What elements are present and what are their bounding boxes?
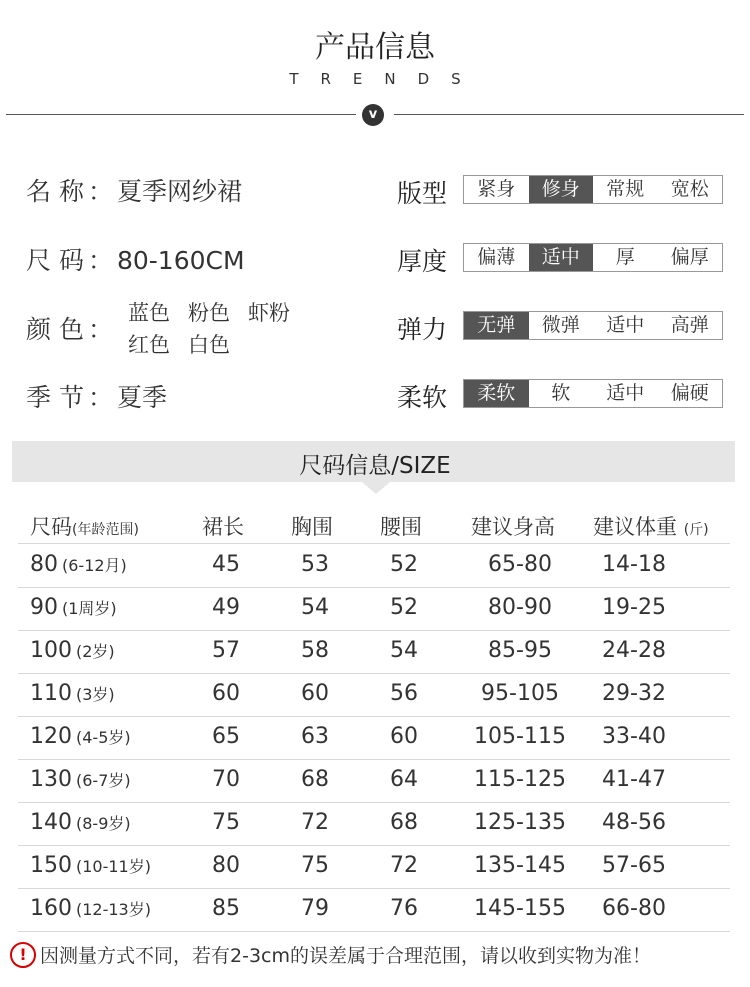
- attr-fit-option: 修身: [529, 176, 594, 203]
- cell-size-value: 130: [30, 767, 72, 792]
- attr-thickness-scale: [463, 243, 723, 272]
- attr-elasticity-label: 弹力: [397, 315, 448, 344]
- cell-chest: 58: [301, 638, 329, 663]
- attr-thickness-option: 偏厚: [670, 246, 709, 268]
- info-color-row: [26, 310, 117, 346]
- cell-age-range: (10-11岁): [76, 857, 151, 876]
- cell-size: [30, 810, 131, 835]
- color-option: 红色: [128, 333, 170, 357]
- cell-height: 85-95: [488, 638, 552, 663]
- cell-length: 57: [212, 638, 240, 663]
- cell-weight: 41-47: [602, 767, 666, 792]
- table-row: [18, 673, 730, 717]
- cell-length: 75: [212, 810, 240, 835]
- size-section-arrow: [362, 482, 390, 494]
- cell-waist: 56: [390, 681, 418, 706]
- page-title: 产品信息: [315, 30, 435, 65]
- cell-height: 105-115: [474, 724, 566, 749]
- cell-chest: 68: [301, 767, 329, 792]
- divider-line-right: [394, 114, 744, 115]
- cell-age-range: (4-5岁): [76, 728, 131, 747]
- cell-weight: 33-40: [602, 724, 666, 749]
- th-weight-unit: (斤): [683, 522, 709, 538]
- cell-age-range: (6-7岁): [76, 771, 131, 790]
- attr-elasticity-option: 微弹: [541, 314, 580, 336]
- cell-height: 80-90: [488, 595, 552, 620]
- attr-fit-scale: [463, 175, 723, 204]
- cell-waist: 54: [390, 638, 418, 663]
- info-season-row: [26, 378, 167, 414]
- cell-weight: 19-25: [602, 595, 666, 620]
- attr-softness-option: 适中: [606, 382, 645, 404]
- cell-chest: 79: [301, 896, 329, 921]
- attr-thickness-label: 厚度: [397, 247, 448, 276]
- cell-size-value: 110: [30, 681, 72, 706]
- attr-softness-label: 柔软: [397, 383, 448, 412]
- cell-height: 135-145: [474, 853, 566, 878]
- th-waist: 腰围: [380, 515, 422, 539]
- cell-weight: 14-18: [602, 552, 666, 577]
- table-row: [18, 587, 730, 631]
- info-season-value: 夏季: [116, 383, 167, 412]
- cell-waist: 60: [390, 724, 418, 749]
- cell-size: [30, 552, 127, 577]
- cell-length: 60: [212, 681, 240, 706]
- attr-fit-label: 版型: [397, 179, 448, 208]
- color-option: 白色: [188, 333, 230, 357]
- color-list-line-1: [128, 297, 308, 327]
- cell-chest: 54: [301, 595, 329, 620]
- table-row: [18, 845, 730, 889]
- info-size-label: 尺 码: [26, 246, 84, 275]
- table-row: [18, 544, 730, 588]
- cell-length: 80: [212, 853, 240, 878]
- table-row: [18, 716, 730, 760]
- attr-fit-option: 宽松: [670, 178, 709, 200]
- cell-weight: 57-65: [602, 853, 666, 878]
- warning-icon: !: [10, 942, 36, 968]
- page-subtitle: TRENDS: [289, 70, 483, 88]
- attr-softness-option: 软: [551, 382, 571, 404]
- cell-height: 115-125: [474, 767, 566, 792]
- th-chest: 胸围: [291, 515, 333, 539]
- table-row: [18, 759, 730, 803]
- cell-length: 49: [212, 595, 240, 620]
- color-option: 粉色: [188, 301, 230, 325]
- cell-chest: 72: [301, 810, 329, 835]
- attr-softness-option: 偏硬: [670, 382, 709, 404]
- color-list-line-2: [128, 329, 248, 359]
- cell-height: 65-80: [488, 552, 552, 577]
- info-color-label: 颜 色: [26, 315, 84, 344]
- cell-weight: 48-56: [602, 810, 666, 835]
- table-row: [18, 888, 730, 932]
- attr-thickness-option: 适中: [529, 244, 594, 271]
- cell-size-value: 140: [30, 810, 72, 835]
- cell-size: [30, 681, 115, 706]
- cell-weight: 24-28: [602, 638, 666, 663]
- note-text: 因测量方式不同，若有2-3cm的误差属于合理范围，请以收到实物为准！: [40, 945, 651, 967]
- color-option: 虾粉: [248, 301, 290, 325]
- measurement-note: [10, 941, 651, 968]
- attr-elasticity-option: 适中: [606, 314, 645, 336]
- cell-chest: 60: [301, 681, 329, 706]
- cell-age-range: (12-13岁): [76, 900, 151, 919]
- cell-size-value: 160: [30, 896, 72, 921]
- attr-fit-option: 紧身: [477, 178, 516, 200]
- attr-thickness-option: 偏薄: [477, 246, 516, 268]
- cell-waist: 64: [390, 767, 418, 792]
- info-name-value: 夏季网纱裙: [116, 177, 242, 206]
- cell-length: 85: [212, 896, 240, 921]
- size-section-title: 尺码信息/SIZE: [299, 453, 451, 479]
- cell-size: [30, 724, 131, 749]
- cell-size-value: 120: [30, 724, 72, 749]
- cell-size: [30, 638, 115, 663]
- cell-waist: 76: [390, 896, 418, 921]
- divider-line-left: [6, 114, 356, 115]
- th-size-label: 尺码: [30, 515, 72, 539]
- th-size: [30, 511, 139, 541]
- info-size-row: [26, 241, 245, 277]
- cell-age-range: (8-9岁): [76, 814, 131, 833]
- cell-size: [30, 853, 151, 878]
- attr-softness-scale: [463, 379, 723, 408]
- info-size-value: 80-160CM: [116, 246, 245, 275]
- attr-elasticity-scale: [463, 311, 723, 340]
- cell-weight: 29-32: [602, 681, 666, 706]
- cell-chest: 63: [301, 724, 329, 749]
- cell-size-value: 80: [30, 552, 58, 577]
- cell-chest: 53: [301, 552, 329, 577]
- cell-waist: 68: [390, 810, 418, 835]
- cell-length: 65: [212, 724, 240, 749]
- attr-fit-option: 常规: [606, 178, 645, 200]
- attr-elasticity-option: 无弹: [464, 312, 529, 339]
- cell-size: [30, 896, 151, 921]
- info-size-colon: ：: [87, 246, 113, 275]
- color-option: 蓝色: [128, 301, 170, 325]
- th-weight-label: 建议体重: [593, 515, 677, 539]
- cell-size-value: 100: [30, 638, 72, 663]
- cell-waist: 72: [390, 853, 418, 878]
- info-season-colon: ：: [87, 383, 113, 412]
- th-length: 裙长: [202, 515, 244, 539]
- cell-size-value: 150: [30, 853, 72, 878]
- cell-size: [30, 595, 117, 620]
- cell-height: 145-155: [474, 896, 566, 921]
- th-weight: [593, 511, 709, 541]
- info-name-label: 名 称: [26, 177, 84, 206]
- cell-age-range: (1周岁): [62, 599, 117, 618]
- info-season-label: 季 节: [26, 383, 84, 412]
- cell-length: 70: [212, 767, 240, 792]
- cell-height: 95-105: [481, 681, 559, 706]
- attr-thickness-option: 厚: [615, 246, 635, 268]
- info-name-colon: ：: [87, 177, 113, 206]
- cell-age-range: (3岁): [76, 685, 115, 704]
- info-color-colon: ：: [87, 315, 113, 344]
- info-name-row: [26, 172, 242, 208]
- th-size-note: (年龄范围): [72, 522, 139, 538]
- cell-size: [30, 767, 131, 792]
- cell-length: 45: [212, 552, 240, 577]
- cell-height: 125-135: [474, 810, 566, 835]
- brand-v-icon: v: [362, 104, 384, 126]
- attr-elasticity-option: 高弹: [670, 314, 709, 336]
- cell-size-value: 90: [30, 595, 58, 620]
- cell-age-range: (6-12月): [62, 556, 127, 575]
- cell-waist: 52: [390, 595, 418, 620]
- cell-waist: 52: [390, 552, 418, 577]
- cell-chest: 75: [301, 853, 329, 878]
- cell-weight: 66-80: [602, 896, 666, 921]
- table-row: [18, 630, 730, 674]
- attr-softness-option: 柔软: [464, 380, 529, 407]
- cell-age-range: (2岁): [76, 642, 115, 661]
- table-row: [18, 802, 730, 846]
- th-height: 建议身高: [471, 515, 555, 539]
